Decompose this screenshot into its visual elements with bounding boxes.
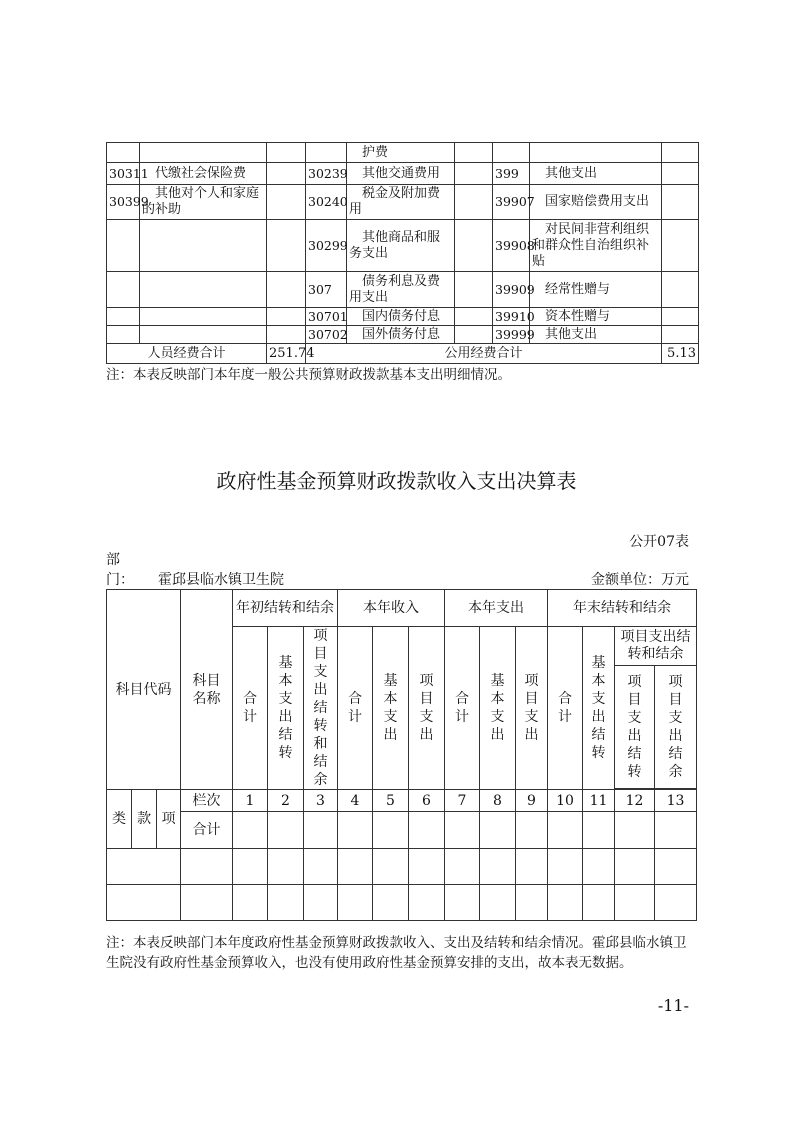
- column-label: 栏次: [181, 790, 233, 812]
- amount-cell: [662, 163, 699, 185]
- income-total-text: 合计: [348, 691, 362, 725]
- column-number: 1: [233, 790, 268, 812]
- expense-total: [445, 627, 480, 790]
- income-basic: [373, 627, 409, 790]
- empty-cell: [233, 849, 268, 885]
- class-item-split: [107, 790, 180, 848]
- subject-code-cell: [306, 143, 347, 163]
- total-value-cell: [304, 812, 338, 849]
- total-value-cell: [615, 812, 655, 849]
- empty-code-cell: [107, 885, 181, 921]
- expense-total-text: 合计: [455, 691, 469, 725]
- income-total: [338, 627, 373, 790]
- empty-cell: [445, 885, 480, 921]
- dept-label-2: 门：: [106, 572, 134, 588]
- page-number: -11-: [657, 996, 689, 1015]
- total-value-cell: [268, 812, 304, 849]
- amount-cell: [455, 326, 493, 344]
- amount-cell: [662, 185, 699, 220]
- total-value-cell: [548, 812, 583, 849]
- header-begin-balance: 年初结转和结余: [233, 590, 338, 627]
- begin-project-carry-text: 项目支出结转和结余: [313, 628, 328, 788]
- subject-name-cell: 国外债务付息: [347, 326, 455, 344]
- amount-cell: [455, 163, 493, 185]
- subject-code-cell: 30299: [306, 220, 347, 272]
- empty-cell: [338, 849, 373, 885]
- subject-name-cell: [140, 220, 267, 272]
- fund-table-note: 注：本表反映部门本年度政府性基金预算财政拨款收入、支出及结转和结余情况。霍邱县临水镇卫生院没有政府性基金预算收入，也没有使用政府性基金预算安排的支出，故本表无数据。: [106, 935, 687, 971]
- column-number: 10: [548, 790, 583, 812]
- end-project-carry: [615, 666, 655, 789]
- subject-name-cell: 其他对个人和家庭的补助: [140, 185, 267, 220]
- subject-code-cell: 39999: [493, 326, 530, 344]
- subject-name-cell: 债务利息及费用支出: [347, 272, 455, 308]
- amount-cell: [267, 326, 306, 344]
- subject-code-cell: [107, 272, 140, 308]
- empty-row-2: [107, 885, 697, 921]
- subject-name-cell: 国内债务付息: [347, 308, 455, 326]
- income-project-text: 项目支出: [419, 673, 434, 743]
- total-row: [107, 812, 697, 849]
- column-number: 12: [615, 790, 655, 812]
- amount-cell: [662, 143, 699, 163]
- empty-cell: [268, 849, 304, 885]
- empty-cell: [233, 885, 268, 921]
- header-year-expense: 本年支出: [445, 590, 548, 627]
- table-row: [107, 308, 699, 326]
- column-number: 6: [409, 790, 445, 812]
- sum-label: 合计: [181, 812, 233, 849]
- class-label: 类: [107, 790, 132, 848]
- subject-code-cell: 30399: [107, 185, 140, 220]
- empty-cell: [409, 849, 445, 885]
- total-value-cell: [409, 812, 445, 849]
- amount-cell: [267, 308, 306, 326]
- subject-name-cell: 代缴社会保险费: [140, 163, 267, 185]
- amount-cell: [267, 272, 306, 308]
- amount-cell: [455, 185, 493, 220]
- header-subject-name-text: 科目名称: [192, 672, 221, 707]
- header-year-income: 本年收入: [338, 590, 445, 627]
- table-note: 注：本表反映部门本年度一般公共预算财政拨款基本支出明细情况。: [106, 367, 511, 383]
- expense-basic-text: 基本支出: [490, 673, 505, 743]
- empty-code-cell: [107, 849, 181, 885]
- amount-cell: [455, 220, 493, 272]
- header-subject-code: 科目代码: [107, 590, 181, 790]
- end-project-carry-group: 项目支出结转和结余: [615, 627, 697, 666]
- amount-cell: [455, 308, 493, 326]
- column-number: 13: [655, 790, 697, 812]
- empty-cell: [583, 885, 615, 921]
- empty-cell: [304, 885, 338, 921]
- table-row: [107, 163, 699, 185]
- header-end-balance: 年末结转和结余: [548, 590, 697, 627]
- subject-code-cell: [107, 326, 140, 344]
- total-value-cell: [583, 812, 615, 849]
- amount-cell: [455, 272, 493, 308]
- government-fund-table: [106, 589, 697, 921]
- subject-code-cell: 399: [493, 163, 530, 185]
- subject-code-cell: 307: [306, 272, 347, 308]
- total-value-cell: [480, 812, 516, 849]
- income-project: [409, 627, 445, 790]
- empty-cell: [516, 885, 548, 921]
- empty-cell: [615, 885, 655, 921]
- begin-total-text: 合计: [243, 691, 257, 725]
- column-number-row: [107, 790, 697, 812]
- subject-name-cell: [140, 308, 267, 326]
- table-row: [107, 272, 699, 308]
- subject-name-cell: [530, 143, 662, 163]
- subject-code-cell: 39910: [493, 308, 530, 326]
- income-basic-text: 基本支出: [383, 673, 398, 743]
- column-number: 2: [268, 790, 304, 812]
- amount-unit: 金额单位：万元: [591, 572, 689, 588]
- subject-code-cell: 30239: [306, 163, 347, 185]
- empty-cell: [615, 849, 655, 885]
- total-value-cell: [445, 812, 480, 849]
- subject-name-cell: 其他支出: [530, 163, 662, 185]
- total-value-cell: [373, 812, 409, 849]
- header-row-1: [107, 590, 697, 627]
- table-number: 公开07表: [629, 534, 689, 550]
- empty-cell: [181, 849, 233, 885]
- subject-code-cell: [493, 143, 530, 163]
- begin-basic-carry: [268, 627, 304, 790]
- item-label: 项: [161, 811, 176, 827]
- column-number: 8: [480, 790, 516, 812]
- subject-name-cell: 护费: [347, 143, 455, 163]
- subject-name-cell: 国家赔偿费用支出: [530, 185, 662, 220]
- subject-code-cell: 39909: [493, 272, 530, 308]
- end-project-balance-text: 项目支出结余: [668, 674, 683, 781]
- empty-cell: [409, 885, 445, 921]
- section-label: 款: [132, 790, 157, 848]
- column-number: 5: [373, 790, 409, 812]
- subject-name-cell: [140, 143, 267, 163]
- subject-code-cell: 30701: [306, 308, 347, 326]
- empty-cell: [655, 885, 697, 921]
- column-number: 3: [304, 790, 338, 812]
- subject-name-cell: [140, 272, 267, 308]
- amount-cell: [662, 220, 699, 272]
- begin-basic-carry-text: 基本支出结转: [278, 655, 293, 761]
- column-number: 9: [516, 790, 548, 812]
- subject-code-cell: [107, 308, 140, 326]
- personnel-total-value: 251.74: [267, 344, 306, 364]
- subject-name-cell: 资本性赠与: [530, 308, 662, 326]
- subject-name-cell: 其他交通费用: [347, 163, 455, 185]
- subject-name-cell: [140, 326, 267, 344]
- end-basic-carry-text: 基本支出结转: [591, 655, 606, 761]
- expense-project-text: 项目支出: [524, 673, 539, 743]
- amount-cell: [267, 185, 306, 220]
- subject-code-cell: 30702: [306, 326, 347, 344]
- subject-name-cell: 经常性赠与: [530, 272, 662, 308]
- empty-cell: [373, 885, 409, 921]
- empty-cell: [304, 849, 338, 885]
- table-row: [107, 220, 699, 272]
- amount-cell: [267, 143, 306, 163]
- empty-cell: [480, 849, 516, 885]
- table-row: [107, 185, 699, 220]
- amount-cell: [267, 220, 306, 272]
- subject-name-cell: 税金及附加费用: [347, 185, 455, 220]
- basic-expenditure-detail-table: [106, 142, 699, 364]
- total-value-cell: [338, 812, 373, 849]
- empty-cell: [548, 885, 583, 921]
- empty-cell: [373, 849, 409, 885]
- subject-code-cell: 30240: [306, 185, 347, 220]
- dept-label-1: 部: [106, 552, 120, 568]
- end-basic-carry: [583, 627, 615, 790]
- class-item-header: [107, 790, 181, 849]
- public-total-value: 5.13: [662, 344, 699, 364]
- expense-project: [516, 627, 548, 790]
- personnel-total-label: 人员经费合计: [107, 344, 267, 364]
- begin-project-carry: [304, 627, 338, 790]
- subject-name-cell: 其他商品和服务支出: [347, 220, 455, 272]
- empty-cell: [445, 849, 480, 885]
- department-name: 霍邱县临水镇卫生院: [158, 572, 284, 588]
- amount-cell: [662, 272, 699, 308]
- total-value-cell: [655, 812, 697, 849]
- empty-cell: [516, 849, 548, 885]
- empty-cell: [338, 885, 373, 921]
- page-title: 政府性基金预算财政拨款收入支出决算表: [216, 469, 577, 493]
- end-total-text: 合计: [558, 691, 572, 725]
- subject-code-cell: 39907: [493, 185, 530, 220]
- expense-basic: [480, 627, 516, 790]
- subject-code-cell: 30311: [107, 163, 140, 185]
- empty-cell: [480, 885, 516, 921]
- table-row: [107, 143, 699, 163]
- amount-cell: [662, 308, 699, 326]
- empty-cell: [583, 849, 615, 885]
- empty-cell: [655, 849, 697, 885]
- empty-cell: [181, 885, 233, 921]
- empty-cell: [548, 849, 583, 885]
- subject-name-cell: 其他支出: [530, 326, 662, 344]
- expense-total-row: [107, 344, 699, 364]
- total-value-cell: [233, 812, 268, 849]
- header-subject-name: [181, 590, 233, 790]
- subject-name-cell: 对民间非营利组织和群众性自治组织补贴: [530, 220, 662, 272]
- begin-total: [233, 627, 268, 790]
- amount-cell: [455, 143, 493, 163]
- end-total: [548, 627, 583, 790]
- end-project-balance: [655, 666, 697, 789]
- table-row: [107, 326, 699, 344]
- subject-code-cell: [107, 220, 140, 272]
- subject-code-cell: 39908: [493, 220, 530, 272]
- empty-cell: [268, 885, 304, 921]
- empty-row-1: [107, 849, 697, 885]
- amount-cell: [662, 326, 699, 344]
- column-number: 7: [445, 790, 480, 812]
- column-number: 4: [338, 790, 373, 812]
- amount-cell: [267, 163, 306, 185]
- total-value-cell: [516, 812, 548, 849]
- column-number: 11: [583, 790, 615, 812]
- subject-code-cell: [107, 143, 140, 163]
- public-total-label: 公用经费合计: [306, 344, 662, 364]
- end-project-carry-text: 项目支出结转: [627, 674, 642, 781]
